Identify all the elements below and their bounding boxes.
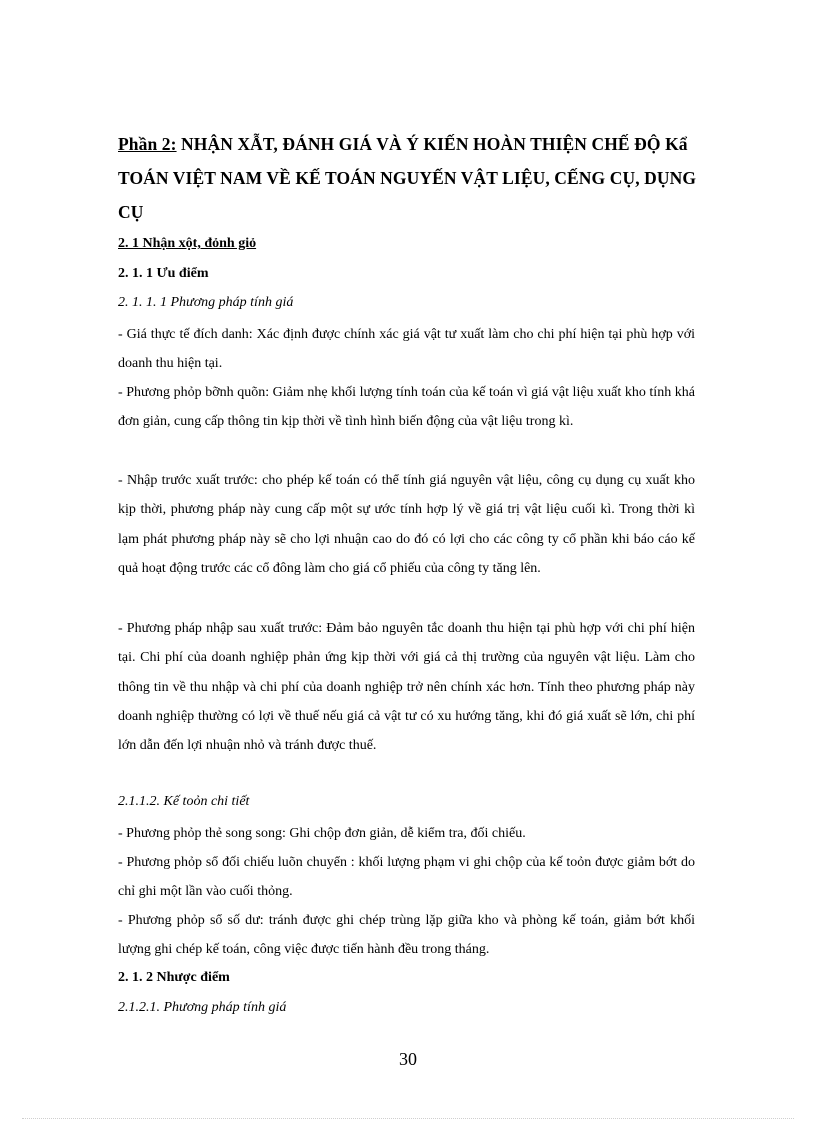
section-2-1-heading: 2. 1 Nhận xột, đỏnh giỏ: [118, 236, 257, 251]
paragraph-balance-ledger: - Phương phỏp sổ số dư: tránh được ghi chép trùng lặp giữa kho và phòng kế toán, giảm bớt khối lượng ghi chép kế toán, công việc được tiến hành đều trong tháng.: [118, 913, 695, 958]
section-2-1-1-heading: 2. 1. 1 Ưu điểm: [118, 266, 209, 281]
part-heading: [118, 127, 703, 229]
paragraph-specific-identification: - Giá thực tế đích danh: Xác định được chính xác giá vật tư xuất làm cho chi phí hiện tại phù hợp với doanh thu hiện tại.: [118, 327, 695, 372]
section-2-1-1-2-heading: 2.1.1.2. Kế toỏn chi tiết: [118, 794, 250, 809]
paragraph-rotation-ledger: - Phương phỏp sổ đối chiếu luõn chuyển : khối lượng phạm vi ghi chộp của kế toỏn được giảm bớt do chỉ ghi một lần vào cuối thỏng.: [118, 855, 695, 900]
page-number: 30: [399, 1049, 417, 1069]
paragraph-parallel-card: - Phương phỏp thẻ song song: Ghi chộp đơn giản, dễ kiểm tra, đối chiếu.: [118, 826, 526, 841]
footer-divider: [22, 1118, 794, 1119]
section-2-1-2-heading: 2. 1. 2 Nhược điểm: [118, 970, 230, 985]
part-label: Phần 2:: [118, 134, 177, 154]
paragraph-fifo: - Nhập trước xuất trước: cho phép kế toán có thể tính giá nguyên vật liệu, công cụ dụng cụ xuất kho kịp thời, phương pháp này cung cấp một sự ước tính hợp lý về giá trị vật liệu cuối kì. Trong thời kì lạm phát phương pháp này sẽ cho lợi nhuận cao do đó có lợi cho các công ty cổ phần khi báo cáo kế quả hoạt động trước các cổ đông làm cho giá cổ phiếu của công ty tăng lên.: [118, 473, 695, 576]
paragraph-weighted-average: - Phương phỏp bỡnh quõn: Giảm nhẹ khối lượng tính toán của kế toán vì giá vật liệu xuất kho tính khá đơn giản, cung cấp thông tin kịp thời về tình hình biến động của vật liệu trong kì.: [118, 385, 695, 430]
section-2-1-2-1-heading: 2.1.2.1. Phương pháp tính giá: [118, 1000, 287, 1015]
section-2-1-1-1-heading: 2. 1. 1. 1 Phương pháp tính giá: [118, 295, 294, 310]
paragraph-lifo: - Phương pháp nhập sau xuất trước: Đảm bảo nguyên tắc doanh thu hiện tại phù hợp với chi phí hiện tại. Chi phí của doanh nghiệp phản ứng kịp thời với giá cả thị trường của nguyên vật liệu. Làm cho thông tin về thu nhập và chi phí của doanh nghiệp trở nên chính xác hơn. Tính theo phương pháp này doanh nghiệp thường có lợi về thuế nếu giá cả vật tư có xu hướng tăng, khi đó giá xuất sẽ lớn, chi phí lớn dẫn đến lợi nhuận nhỏ và tránh được thuế.: [118, 621, 695, 754]
part-title: NHẬN XẪT, ĐÁNH GIÁ VÀ Ý KIẾN HOÀN THIỆN CHẾ ĐỘ Kẩ TOÁN VIỆT NAM VỀ KẾ TOÁN NGUYẾN VẬT LIỆU, CẾNG CỤ, DỤNG CỤ: [118, 134, 697, 222]
